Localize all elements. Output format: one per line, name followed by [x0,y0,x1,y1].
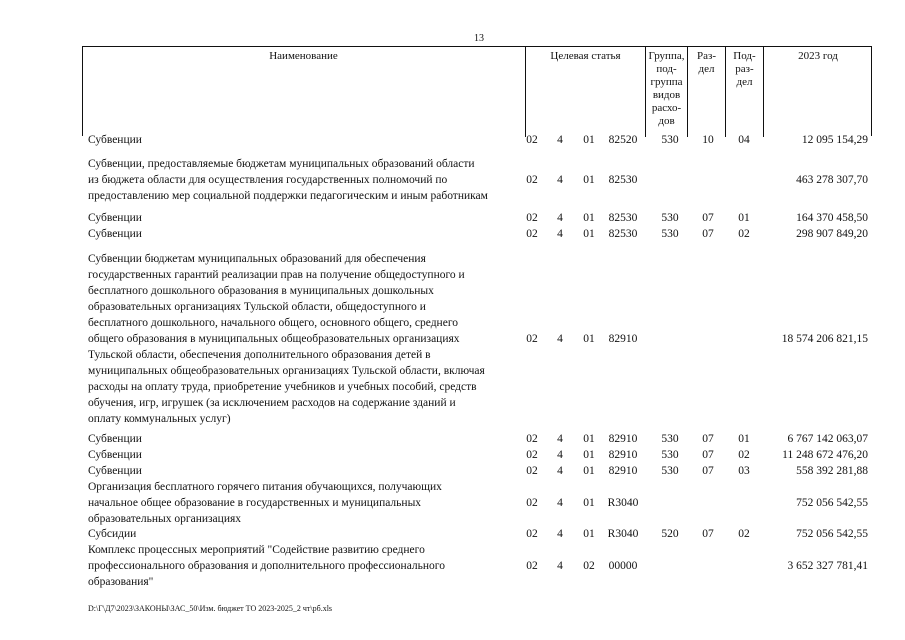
row-name [88,479,523,527]
cell-amount: 164 370 458,50 [796,212,868,224]
cell-c1: 02 [526,497,538,509]
row-name [88,251,523,427]
header-group-line: дов [658,115,675,127]
row-name-line: Субвенции [88,449,142,461]
cell-amount: 752 056 542,55 [796,497,868,509]
cell-c2: 4 [557,212,563,224]
row-name-line: расходы на оплату труда, приобретение учебников и учебных пособий, средств [88,381,477,393]
footer-path: D:\Г\Д7\2023\ЗАКОНЫ\ЗАС_50\Изм. бюджет ТО 2023-2025_2 чт\рб.xls [88,604,333,613]
header-subsection-line: Под- [733,50,756,62]
row-name-line: Тульской области, обеспечения дополнительного образования детей в [88,349,431,361]
cell-sec: 07 [702,528,714,540]
row-name-line: Субвенции бюджетам муниципальных образований для обеспечения [88,253,426,265]
cell-c3: 01 [583,465,595,477]
cell-c4: 00000 [608,560,638,572]
cell-c3: 01 [583,528,595,540]
cell-c2: 4 [557,333,563,345]
cell-grp: 520 [661,528,679,540]
row-name-line: Субвенции [88,433,142,445]
cell-grp: 530 [661,433,679,445]
row-name-line: образовательных организациях [88,513,242,525]
cell-c1: 02 [526,134,538,146]
cell-amount: 463 278 307,70 [796,174,868,186]
row-name-line: бесплатного дошкольного образования в муниципальных дошкольных [88,285,434,297]
row-name-line: Субвенции [88,134,142,146]
row-name-line: профессионального образования и дополнительного профессионального [88,560,445,572]
cell-c4: R3040 [607,497,639,509]
cell-c1: 02 [526,228,538,240]
row-name [88,210,523,226]
cell-c2: 4 [557,228,563,240]
cell-c2: 4 [557,528,563,540]
row-name-line: образовательных организациях Тульской области, общедоступного и [88,301,426,313]
page-number: 13 [474,33,484,44]
cell-c1: 02 [526,449,538,461]
cell-amount: 11 248 672 476,20 [782,449,868,461]
cell-c3: 01 [583,134,595,146]
cell-c2: 4 [557,134,563,146]
row-name [88,463,523,479]
cell-c4: 82530 [608,212,638,224]
row-name [88,156,523,204]
cell-amount: 558 392 281,88 [796,465,868,477]
cell-grp: 530 [661,212,679,224]
cell-sec: 07 [702,433,714,445]
cell-sub: 04 [738,134,750,146]
header-subsection-line: раз- [735,63,754,75]
cell-sub: 01 [738,433,750,445]
cell-sec: 07 [702,465,714,477]
header-group-line: группа [650,76,683,88]
cell-amount: 6 767 142 063,07 [787,433,868,445]
cell-c2: 4 [557,560,563,572]
row-name-line: оплату коммунальных услуг) [88,413,231,425]
cell-c4: 82910 [608,449,638,461]
cell-c4: 82530 [608,174,638,186]
row-name-line: из бюджета области для осуществления государственных полномочий по [88,174,448,186]
cell-c3: 01 [583,212,595,224]
row-name [88,542,523,590]
cell-sub: 03 [738,465,750,477]
cell-sub: 02 [738,228,750,240]
cell-amount: 298 907 849,20 [796,228,868,240]
row-name-line: Комплекс процессных мероприятий "Содействие развитию среднего [88,544,425,556]
header-group-line: видов [652,89,681,101]
row-name-line: Субвенции [88,212,142,224]
cell-sub: 02 [738,528,750,540]
cell-grp: 530 [661,449,679,461]
row-name-line: Субвенции [88,465,142,477]
cell-c3: 01 [583,174,595,186]
cell-c1: 02 [526,465,538,477]
row-name-line: Субвенции, предоставляемые бюджетам муниципальных образований области [88,158,475,170]
cell-c3: 01 [583,228,595,240]
header-group [645,47,687,137]
cell-sec: 07 [702,212,714,224]
row-name-line: предоставлению мер социальной поддержки педагогическим и иным работникам [88,190,488,202]
cell-c3: 01 [583,433,595,445]
cell-sec: 10 [702,134,714,146]
cell-c3: 01 [583,333,595,345]
cell-c2: 4 [557,465,563,477]
cell-grp: 530 [661,228,679,240]
cell-c4: 82520 [608,134,638,146]
row-name-line: обучения, игр, игрушек (за исключением расходов на содержание зданий и [88,397,456,409]
row-name-line: Организация бесплатного горячего питания обучающихся, получающих [88,481,442,493]
row-name-line: государственных гарантий реализации прав на получение общедоступного и [88,269,465,281]
row-name-line: начальное общее образование в государственных и муниципальных [88,497,422,509]
cell-sec: 07 [702,449,714,461]
header-section [687,47,725,137]
cell-c4: 82530 [608,228,638,240]
header-subsection-line: дел [736,76,753,88]
cell-c2: 4 [557,497,563,509]
row-name [88,226,523,242]
table-header [82,46,872,136]
cell-c1: 02 [526,433,538,445]
header-name: Наименование [269,50,338,62]
cell-grp: 530 [661,465,679,477]
row-name-line: Субвенции [88,228,142,240]
cell-amount: 3 652 327 781,41 [787,560,868,572]
header-section-line: дел [698,63,715,75]
cell-c3: 01 [583,449,595,461]
header-year: 2023 год [763,47,872,137]
row-name-line: общего образования в муниципальных общеобразовательных организациях [88,333,460,345]
cell-c3: 02 [583,560,595,572]
header-subsection [725,47,763,137]
row-name [88,447,523,463]
cell-c4: 82910 [608,465,638,477]
cell-c4: 82910 [608,333,638,345]
cell-amount: 12 095 154,29 [801,134,868,146]
cell-c3: 01 [583,497,595,509]
cell-amount: 752 056 542,55 [796,528,868,540]
header-target: Целевая статья [525,47,645,137]
row-name-line: муниципальных общеобразовательных организациях Тульской области, включая [88,365,485,377]
cell-c2: 4 [557,449,563,461]
row-name [88,132,523,148]
row-name [88,526,523,542]
header-group-line: расхо- [651,102,682,114]
cell-c1: 02 [526,212,538,224]
cell-c2: 4 [557,174,563,186]
cell-sub: 02 [738,449,750,461]
cell-c1: 02 [526,528,538,540]
row-name-line: Субсидии [88,528,137,540]
cell-c1: 02 [526,174,538,186]
cell-sub: 01 [738,212,750,224]
header-section-line: Раз- [696,50,716,62]
row-name-line: бесплатного дошкольного, начального общего, основного общего, среднего [88,317,458,329]
cell-amount: 18 574 206 821,15 [781,333,868,345]
row-name-line: образования" [88,576,154,588]
cell-c4: R3040 [607,528,639,540]
row-name [88,431,523,447]
cell-c1: 02 [526,333,538,345]
header-group-line: под- [656,63,677,75]
cell-c4: 82910 [608,433,638,445]
cell-grp: 530 [661,134,679,146]
cell-c2: 4 [557,433,563,445]
cell-sec: 07 [702,228,714,240]
cell-c1: 02 [526,560,538,572]
header-group-line: Группа, [648,50,685,62]
